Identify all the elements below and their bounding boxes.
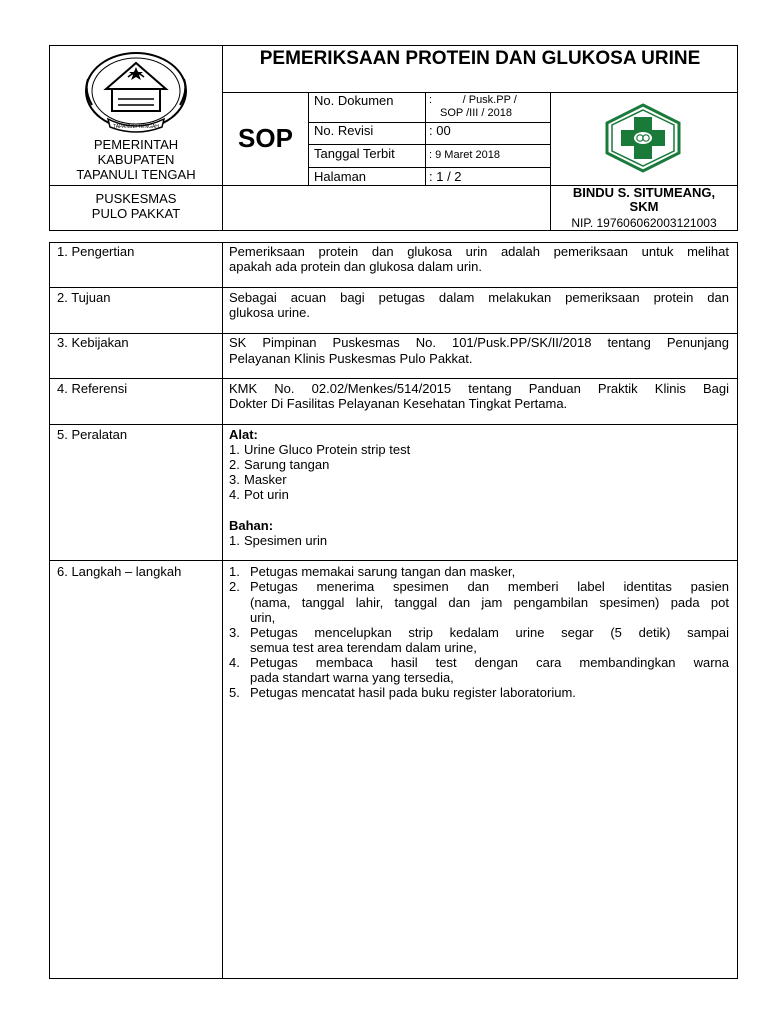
gov-name-line3: TAPANULI TENGAH: [76, 167, 196, 182]
step-line: Petugas mencelupkan strip kedalam urine segar (5 detik) sampai: [250, 625, 729, 640]
meta-value-no-dokumen-line2: SOP /III / 2018: [440, 107, 512, 119]
list-text: Pot urin: [244, 487, 289, 502]
step-line: Petugas mencatat hasil pada buku register laboratorium.: [250, 685, 576, 700]
unit-name-line2: PULO PAKKAT: [91, 206, 181, 221]
list-item: [229, 473, 287, 487]
section-text-line: Dokter Di Fasilitas Pelayanan Kesehatan Tingkat Pertama.: [229, 396, 568, 411]
signer-nip: NIP. 197606062003121003: [571, 216, 717, 230]
meta-value-halaman: : 1 / 2: [429, 169, 462, 184]
meta-value-no-dokumen: : / Pusk.PP /: [429, 94, 517, 106]
meta-label-no-revisi: No. Revisi: [314, 123, 374, 138]
step-number: 4.: [229, 655, 240, 670]
meta-label-halaman: Halaman: [314, 169, 367, 184]
section-label: 5. Peralatan: [57, 427, 128, 442]
list-number: 1.: [229, 533, 240, 548]
list-text: Masker: [244, 472, 287, 487]
section-text-line: Pemeriksaan protein dan glukosa urin adalah pemeriksaan untuk melihat: [229, 244, 729, 259]
section-text-line: Pelayanan Klinis Puskesmas Pulo Pakkat.: [229, 351, 473, 366]
section-text-line: Sebagai acuan bagi petugas dalam melakukan pemeriksaan protein dan: [229, 290, 729, 305]
step-line: semua test area terendam dalam urine,: [250, 640, 477, 655]
gov-name-line1: PEMERINTAH: [93, 137, 179, 152]
section-text-line: glukosa urine.: [229, 305, 310, 320]
signer-name-line1: BINDU S. SITUMEANG,: [572, 185, 716, 200]
list-number: 3.: [229, 472, 240, 487]
unit-name-line1: PUSKESMAS: [95, 191, 177, 206]
meta-label-tanggal-terbit: Tanggal Terbit: [314, 146, 395, 161]
gov-name-line2: KABUPATEN: [97, 152, 175, 167]
sop-label: SOP: [238, 123, 293, 153]
list-text: Urine Gluco Protein strip test: [244, 442, 411, 457]
section-label: 3. Kebijakan: [57, 335, 129, 350]
list-text: Spesimen urin: [244, 533, 328, 548]
step-line: pada standart warna yang tersedia,: [250, 670, 454, 685]
list-item: [229, 488, 289, 502]
step-number: 3.: [229, 625, 240, 640]
list-item: [229, 534, 327, 548]
list-number: 2.: [229, 457, 240, 472]
list-text: Sarung tangan: [244, 457, 330, 472]
step-line: (nama, tanggal lahir, tanggal dan jam pengambilan spesimen) pada pot: [250, 595, 729, 610]
section-label: 6. Langkah – langkah: [57, 564, 182, 579]
bahan-heading: Bahan:: [229, 518, 274, 533]
section-label: 2. Tujuan: [57, 290, 111, 305]
meta-label-no-dokumen: No. Dokumen: [314, 93, 394, 108]
step-line: Petugas memakai sarung tangan dan masker,: [250, 564, 516, 579]
signer-name-line2: SKM: [629, 199, 659, 214]
section-text-line: SK Pimpinan Puskesmas No. 101/Pusk.PP/SK/II/2018 tentang Penunjang: [229, 335, 729, 350]
list-item: [229, 458, 329, 472]
meta-value-no-revisi: : 00: [429, 123, 451, 138]
list-number: 1.: [229, 442, 240, 457]
section-label: 1. Pengertian: [57, 244, 135, 259]
step-number: 5.: [229, 685, 240, 700]
step-line: urin,: [250, 610, 276, 625]
section-label: 4. Referensi: [57, 381, 128, 396]
meta-value-tanggal-terbit: : 9 Maret 2018: [429, 149, 500, 161]
step-line: Petugas membaca hasil test dengan cara membandingkan warna: [250, 655, 729, 670]
regency-seal-logo: [78, 49, 194, 137]
seal-ribbon-text: TAPANULI TENGAH: [113, 124, 159, 130]
list-number: 4.: [229, 487, 240, 502]
puskesmas-cross-logo: [603, 103, 683, 173]
step-number: 1.: [229, 564, 240, 579]
list-item: [229, 443, 410, 457]
step-number: 2.: [229, 579, 240, 594]
section-text-line: KMK No. 02.02/Menkes/514/2015 tentang Panduan Praktik Klinis Bagi: [229, 381, 729, 396]
section-text-line: apakah ada protein dan glukosa dalam urin.: [229, 259, 482, 274]
document-title: PEMERIKSAAN PROTEIN DAN GLUKOSA URINE: [259, 48, 701, 69]
alat-heading: Alat:: [229, 427, 258, 442]
step-line: Petugas menerima spesimen dan memberi label identitas pasien: [250, 579, 729, 594]
